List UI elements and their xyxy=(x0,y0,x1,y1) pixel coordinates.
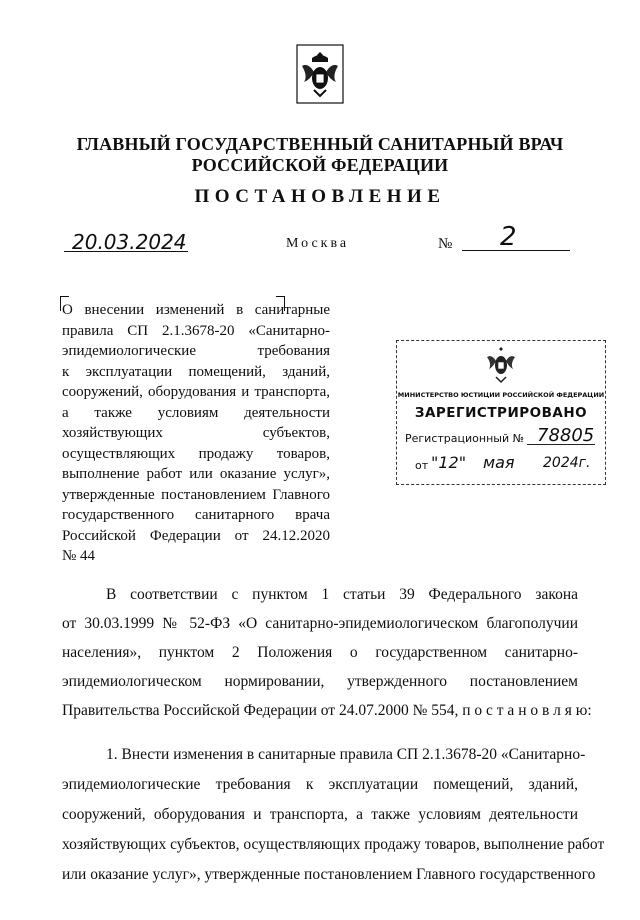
stamp-registered: ЗАРЕГИСТРИРОВАНО xyxy=(414,405,588,421)
subject-line: государственного санитарного врача xyxy=(62,507,330,523)
stamp-emblem-icon xyxy=(483,345,519,385)
subject-line: Российской Федерации от 24.12.2020 xyxy=(62,527,330,544)
subject-line: сооружений, оборудования и транспорта, xyxy=(62,384,330,400)
subject-line: утвержденные постановлением Главного xyxy=(62,486,330,503)
stamp-ministry: МИНИСТЕРСТВО ЮСТИЦИИ РОССИЙСКОЙ ФЕДЕРАЦИИ xyxy=(397,391,605,399)
stamp-reg-underline xyxy=(527,444,595,445)
subject-line: № 44 xyxy=(62,548,96,564)
body-line: В соответствии с пунктом 1 статьи 39 Федерального закона xyxy=(106,586,578,603)
item-line: или оказание услуг», утвержденные постановлением Главного государственного xyxy=(62,866,596,883)
stamp-month: мая xyxy=(483,453,515,472)
item-line: хозяйствующих субъектов, осуществляющих продажу товаров, выполнение работ xyxy=(62,836,605,853)
date-underline xyxy=(64,251,188,252)
registration-stamp xyxy=(396,340,606,485)
document-city: Москва xyxy=(286,236,350,251)
issuer-title-line2: РОССИЙСКОЙ ФЕДЕРАЦИИ xyxy=(191,155,449,175)
stamp-reg-number: 78805 xyxy=(537,425,595,446)
subject-line: к эксплуатации помещений, зданий, xyxy=(62,363,330,380)
item-1-paragraph xyxy=(62,740,605,890)
subject-line: правила СП 2.1.3678-20 «Санитарно- xyxy=(62,322,330,339)
stamp-from-label: от xyxy=(415,459,429,472)
coat-of-arms-emblem xyxy=(296,44,344,104)
body-line: Правительства Российской Федерации от 24.07.2000 № 554, п о с т а н о в л я ю: xyxy=(62,702,592,719)
issuer-title-line1: ГЛАВНЫЙ ГОСУДАРСТВЕННЫЙ САНИТАРНЫЙ ВРАЧ xyxy=(76,134,564,154)
subject-line: эпидемиологические требования xyxy=(62,343,330,359)
stamp-day: "12" xyxy=(431,453,467,472)
body-line: эпидемиологическом нормировании, утвержденного постановлением xyxy=(62,673,578,690)
subject-block xyxy=(62,300,330,567)
subject-line: О внесении изменений в санитарные xyxy=(62,302,330,318)
stamp-reg-label: Регистрационный № xyxy=(405,432,525,445)
item-line: сооружений, оборудования и транспорта, а также условиям деятельности xyxy=(62,806,578,823)
subject-line: а также условиям деятельности xyxy=(62,404,330,421)
subject-line: хозяйствующих субъектов, xyxy=(62,425,330,441)
body-line: населения», пунктом 2 Положения о государственном санитарно- xyxy=(62,644,578,661)
item-line: эпидемиологические требования к эксплуатации помещений, зданий, xyxy=(62,776,578,793)
subject-line: осуществляющих продажу товаров, xyxy=(62,445,330,462)
item-line: 1. Внести изменения в санитарные правила СП 2.1.3678-20 «Санитарно- xyxy=(106,746,586,763)
number-label: № xyxy=(438,236,453,252)
preamble-paragraph xyxy=(62,580,592,725)
document-number: 2 xyxy=(500,222,517,252)
document-type: ПОСТАНОВЛЕНИЕ xyxy=(194,186,446,207)
body-line: от 30.03.1999 № 52-ФЗ «О санитарно-эпидемиологическом благополучии xyxy=(62,615,578,632)
subject-line: выполнение работ или оказание услуг», xyxy=(62,466,330,482)
stamp-year: 2024г. xyxy=(543,455,591,471)
document-date: 20.03.2024 xyxy=(72,230,187,254)
